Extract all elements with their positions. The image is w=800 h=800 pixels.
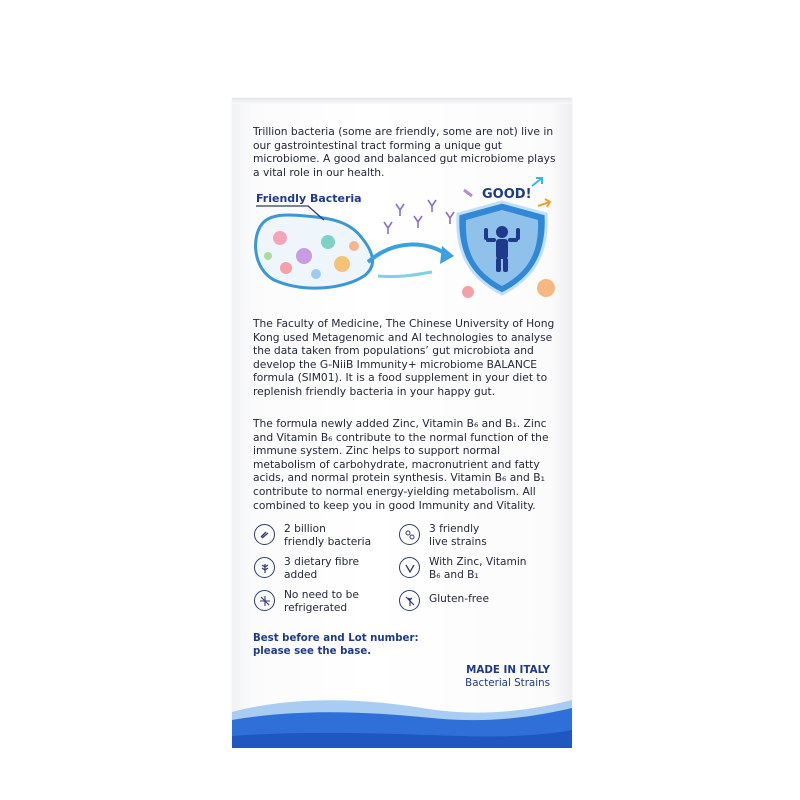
feature-vitamin [399, 556, 539, 581]
bad-bacteria [537, 279, 555, 297]
feature-text: added [284, 568, 318, 581]
product-box-side-panel [232, 98, 572, 748]
bacteria-cell [321, 235, 335, 249]
feature-text: 3 friendly [429, 523, 480, 535]
bacterial-strains-label: Bacterial Strains [465, 676, 550, 689]
feature-no-refrigeration [254, 589, 394, 614]
flow-arrow-2 [378, 272, 432, 277]
bacteria-cell [349, 241, 359, 251]
bacteria-icon [254, 524, 275, 545]
feature-text: live strains [429, 535, 487, 548]
feature-gluten-free [399, 589, 539, 611]
box-top-flap [232, 98, 572, 104]
no-refrigeration-icon [254, 590, 275, 611]
feature-text: With Zinc, Vitamin [429, 556, 527, 568]
left-arrow [464, 190, 472, 196]
feature-text: B₆ and B₁ [429, 568, 479, 581]
bacteria-cell [311, 269, 321, 279]
best-before-line: please see the base. [253, 646, 372, 657]
up-arrow [532, 178, 542, 186]
good-label: GOOD! [482, 187, 532, 202]
vitamin-icon [399, 557, 420, 578]
friendly-bacteria-label: Friendly Bacteria [256, 192, 362, 205]
bad-bacteria [462, 286, 474, 298]
flow-arrow [368, 244, 446, 262]
wheat-fibre-icon [254, 557, 275, 578]
gut-microbiome-illustration [246, 176, 566, 301]
bacteria-cell [334, 256, 350, 272]
formula-paragraph: The formula newly added Zinc, Vitamin B₆ and B₁. Zinc and Vitamin B₆ contribute to the normal function of the immune system. Zinc helps to support normal metabolism of carbohydrate, macronutrient and fatty acids, and normal protein synthesis. Vitamin B₆ and B₁ contribute to normal energy-yielding metabolism. All combined to keep you in good Immunity and Vitality. [253, 417, 549, 512]
feature-text: 2 billion [284, 523, 326, 535]
feature-strains [399, 523, 539, 548]
bacteria-cell [280, 262, 292, 274]
bacteria-cell [273, 231, 287, 245]
feature-text: refrigerated [284, 601, 348, 614]
best-before-line: Best before and Lot number: [253, 633, 419, 644]
feature-text: friendly bacteria [284, 535, 372, 548]
blue-wave-footer [232, 678, 572, 748]
side-arrow [538, 199, 550, 207]
made-in-italy: MADE IN ITALY [466, 664, 550, 676]
feature-bacteria [254, 523, 394, 548]
best-before-note [253, 632, 453, 658]
feature-text: No need to be [284, 589, 359, 601]
antibody-group [384, 200, 454, 234]
bacteria-cell [264, 252, 272, 260]
feature-text: 3 dietary fibre [284, 556, 359, 568]
gluten-free-icon [399, 590, 420, 611]
feature-fibre [254, 556, 394, 581]
feature-text: Gluten-free [429, 593, 489, 605]
flow-arrow-head [440, 246, 454, 264]
intro-paragraph: Trillion bacteria (some are friendly, some are not) live in our gastrointestinal tract forming a unique gut microbiome. A good and balanced gut microbiome plays a vital role in our health. [253, 125, 556, 179]
research-paragraph: The Faculty of Medicine, The Chinese University of Hong Kong used Metagenomic and AI technologies to analyse the data taken from populations’ gut microbiota and develop the G-NiiB Immunity+ microbiome BALANCE formula (SIM01). It is a food supplement in your diet to replenish friendly bacteria in your happy gut. [253, 317, 555, 398]
strains-icon [399, 524, 420, 545]
bacteria-cell [296, 248, 312, 264]
